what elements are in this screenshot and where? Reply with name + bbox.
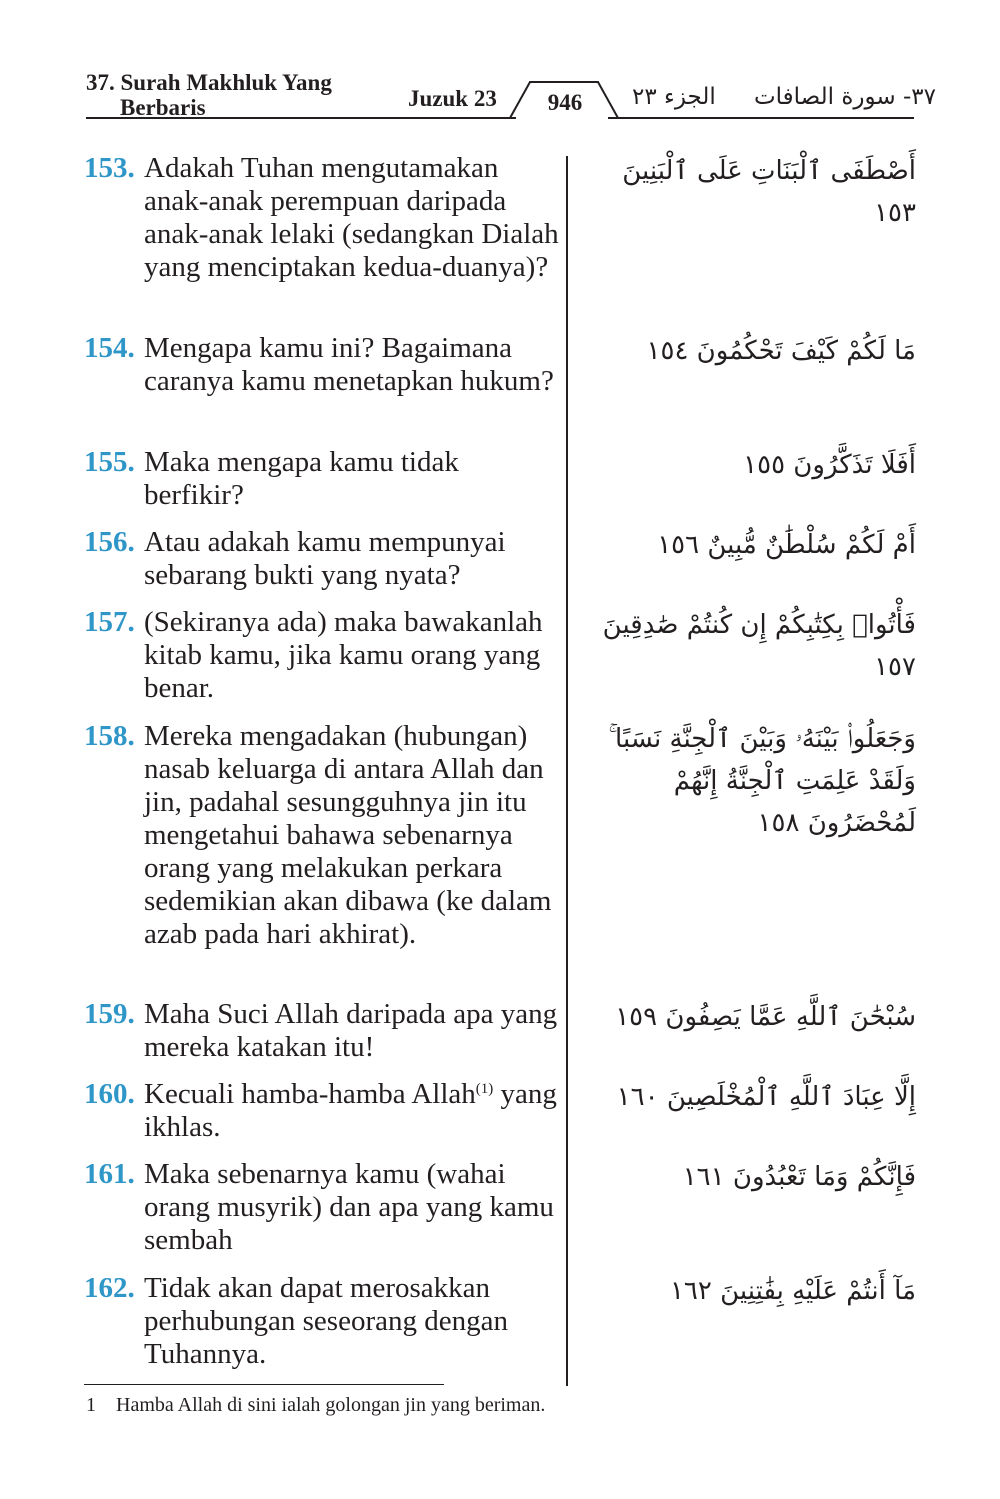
verse-154-arabic: مَا لَكُمْ كَيْفَ تَحْكُمُونَ ١٥٤ — [646, 336, 916, 366]
surah-title — [86, 70, 332, 120]
verse-translation: (Sekiranya ada) maka bawakanlah kitab kamu, jika kamu orang yang benar. — [144, 606, 543, 704]
verse-156-arabic: أَمْ لَكُمْ سُلْطَٰنٌ مُّبِينٌ ١٥٦ — [657, 530, 916, 560]
verse-translation: Atau adakah kamu mempunyai sebarang bukti yang nyata? — [144, 526, 506, 591]
verse-number: 157. — [84, 606, 135, 638]
verse-161 — [84, 1158, 564, 1257]
verse-162 — [84, 1272, 564, 1371]
verse-153-arabic: أَصْطَفَى ٱلْبَنَاتِ عَلَى ٱلْبَنِينَ ١٥٣ — [622, 156, 916, 228]
surah-title-line1: 37. Surah Makhluk Yang — [86, 70, 332, 95]
verse-translation — [144, 1078, 564, 1144]
column-divider — [566, 156, 568, 1386]
verse-translation: Mengapa kamu ini? Bagaimana caranya kamu menetapkan hukum? — [144, 332, 554, 397]
verse-157 — [84, 606, 564, 705]
footnote-text: Hamba Allah di sini ialah golongan jin yang beriman. — [116, 1394, 546, 1416]
verse-157-arabic: فَأْتُوا۟ بِكِتَٰبِكُمْ إِن كُنتُمْ صَٰدِقِينَ ١٥٧ — [602, 610, 916, 682]
juzuk-label: Juzuk 23 — [408, 86, 497, 111]
surah-title-line2: Berbaris — [120, 95, 206, 120]
verse-158-arabic: وَجَعَلُوا۟ بَيْنَهُۥ وَبَيْنَ ٱلْجِنَّةِ نَسَبًا ۚ وَلَقَدْ عَلِمَتِ ٱلْجِنَّةُ إِنَّهُمْ لَمُحْضَرُونَ ١٥٨ — [608, 724, 916, 838]
verse-162-arabic: مَآ أَنتُمْ عَلَيْهِ بِفَٰتِنِينَ ١٦٢ — [669, 1276, 916, 1306]
arabic-surah-title: ٣٧- سورة الصافات — [754, 84, 936, 110]
arabic-juz-label: الجزء ٢٣ — [632, 84, 716, 110]
verse-number: 156. — [84, 526, 135, 558]
verse-translation-part2: yang ikhlas. — [144, 1078, 557, 1143]
verse-translation: Adakah Tuhan mengutamakan anak-anak perempuan daripada anak-anak lelaki (sedangkan Dialah yang menciptakan kedua-duanya)? — [144, 152, 559, 283]
footnote — [86, 1394, 545, 1417]
footnote-marker: 1 — [86, 1394, 96, 1416]
verse-translation: Maka mengapa kamu tidak berfikir? — [144, 446, 459, 511]
verse-number: 160. — [84, 1078, 135, 1110]
verse-number: 162. — [84, 1272, 135, 1304]
verse-translation: Mereka mengadakan (hubungan) nasab keluarga di antara Allah dan jin, padahal sesungguhnya jin itu mengetahui bahawa sebenarnya orang yang melakukan perkara sedemikian akan dibawa (ke dalam azab pada hari akhirat). — [144, 720, 552, 950]
verse-number: 158. — [84, 720, 135, 752]
verse-156 — [84, 526, 564, 592]
verse-159-arabic: سُبْحَٰنَ ٱللَّهِ عَمَّا يَصِفُونَ ١٥٩ — [615, 1002, 916, 1032]
verse-translation: Tidak akan dapat merosakkan perhubungan seseorang dengan Tuhannya. — [144, 1272, 508, 1370]
verse-160-arabic: إِلَّا عِبَادَ ٱللَّهِ ٱلْمُخْلَصِينَ ١٦٠ — [616, 1082, 916, 1112]
verse-153 — [84, 152, 564, 284]
verse-number: 153. — [84, 152, 135, 184]
verse-155 — [84, 446, 564, 512]
page-header — [0, 0, 1000, 130]
footnote-rule — [84, 1384, 444, 1385]
page-number: 946 — [547, 90, 583, 115]
verse-translation: Maka sebenarnya kamu (wahai orang musyrik) dan apa yang kamu sembah — [144, 1158, 554, 1256]
verse-155-arabic: أَفَلَا تَذَكَّرُونَ ١٥٥ — [743, 450, 916, 480]
verse-number: 154. — [84, 332, 135, 364]
verse-translation-part1: Kecuali hamba-hamba Allah — [144, 1078, 476, 1110]
verse-number: 159. — [84, 998, 135, 1030]
verse-number: 161. — [84, 1158, 135, 1190]
verse-number: 155. — [84, 446, 135, 478]
footnote-ref[interactable]: (1) — [475, 1081, 494, 1097]
verse-159 — [84, 998, 564, 1064]
verse-translation: Maha Suci Allah daripada apa yang mereka katakan itu! — [144, 998, 558, 1063]
verse-161-arabic: فَإِنَّكُمْ وَمَا تَعْبُدُونَ ١٦١ — [682, 1162, 916, 1192]
verse-154 — [84, 332, 564, 398]
verse-158 — [84, 720, 564, 951]
verse-160 — [84, 1078, 564, 1144]
